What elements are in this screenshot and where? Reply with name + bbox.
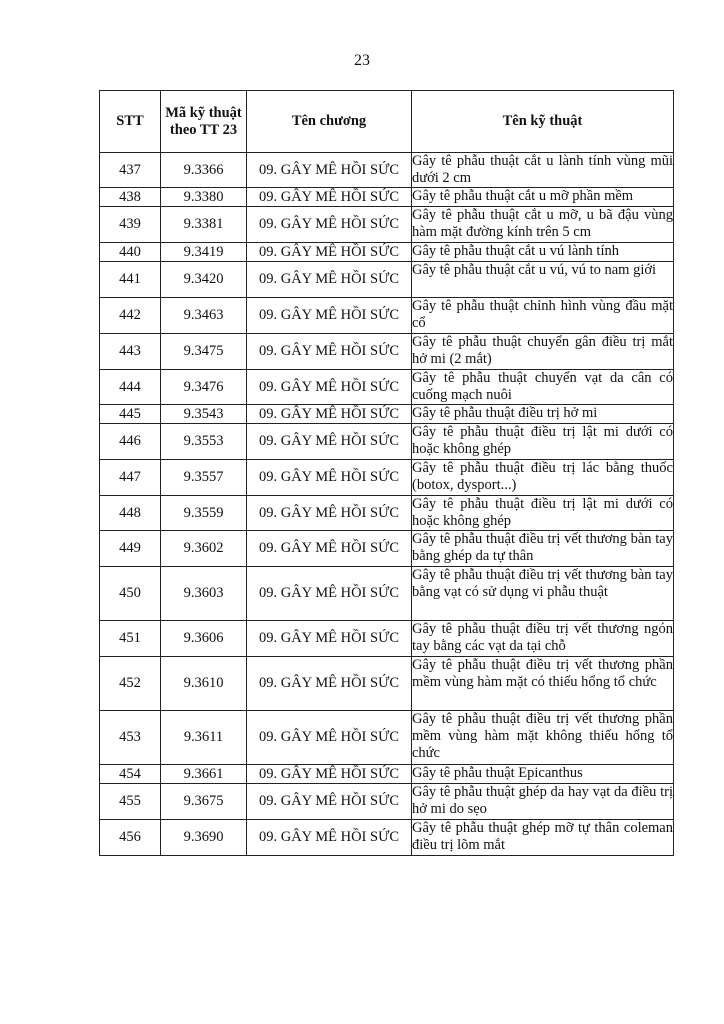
cell-chapter: 09. GÂY MÊ HỒI SỨC xyxy=(247,188,412,207)
cell-chapter: 09. GÂY MÊ HỒI SỨC xyxy=(247,765,412,784)
table-row xyxy=(100,820,674,856)
cell-stt: 444 xyxy=(100,370,161,405)
cell-chapter: 09. GÂY MÊ HỒI SỨC xyxy=(247,334,412,370)
cell-technique: Gây tê phẫu thuật cắt u vú lành tính xyxy=(412,243,674,262)
table-row xyxy=(100,657,674,711)
table-row xyxy=(100,207,674,243)
cell-technique: Gây tê phẫu thuật điều trị vết thương phần mềm vùng hàm mặt có thiếu hổng tổ chức xyxy=(412,657,674,711)
cell-stt: 443 xyxy=(100,334,161,370)
cell-code: 9.3380 xyxy=(161,188,247,207)
cell-stt: 453 xyxy=(100,711,161,765)
cell-code: 9.3366 xyxy=(161,153,247,188)
cell-code: 9.3559 xyxy=(161,496,247,531)
cell-code: 9.3603 xyxy=(161,567,247,621)
table-row xyxy=(100,153,674,188)
cell-stt: 456 xyxy=(100,820,161,856)
cell-technique: Gây tê phẫu thuật điều trị vết thương bàn tay bằng ghép da tự thân xyxy=(412,531,674,567)
table-row xyxy=(100,334,674,370)
page-number: 23 xyxy=(354,52,370,69)
table-row xyxy=(100,621,674,657)
cell-chapter: 09. GÂY MÊ HỒI SỨC xyxy=(247,262,412,298)
cell-chapter: 09. GÂY MÊ HỒI SỨC xyxy=(247,370,412,405)
table-row xyxy=(100,784,674,820)
table-row xyxy=(100,531,674,567)
cell-code: 9.3602 xyxy=(161,531,247,567)
table-row xyxy=(100,298,674,334)
table-row xyxy=(100,243,674,262)
cell-chapter: 09. GÂY MÊ HỒI SỨC xyxy=(247,820,412,856)
cell-technique: Gây tê phẫu thuật cắt u mỡ phần mềm xyxy=(412,188,674,207)
cell-technique: Gây tê phẫu thuật Epicanthus xyxy=(412,765,674,784)
table-row xyxy=(100,188,674,207)
cell-stt: 450 xyxy=(100,567,161,621)
table-row xyxy=(100,370,674,405)
cell-code: 9.3690 xyxy=(161,820,247,856)
cell-chapter: 09. GÂY MÊ HỒI SỨC xyxy=(247,207,412,243)
cell-code: 9.3557 xyxy=(161,460,247,496)
cell-technique: Gây tê phẫu thuật điều trị lác bằng thuốc (botox, dysport...) xyxy=(412,460,674,496)
table-header-row xyxy=(100,91,674,153)
cell-stt: 455 xyxy=(100,784,161,820)
cell-technique: Gây tê phẫu thuật chỉnh hình vùng đầu mặt cổ xyxy=(412,298,674,334)
table-row xyxy=(100,405,674,424)
cell-code: 9.3553 xyxy=(161,424,247,460)
cell-stt: 439 xyxy=(100,207,161,243)
cell-stt: 454 xyxy=(100,765,161,784)
cell-stt: 438 xyxy=(100,188,161,207)
cell-code: 9.3675 xyxy=(161,784,247,820)
cell-chapter: 09. GÂY MÊ HỒI SỨC xyxy=(247,424,412,460)
procedures-table xyxy=(99,90,674,856)
cell-technique: Gây tê phẫu thuật điều trị lật mi dưới có hoặc không ghép xyxy=(412,424,674,460)
cell-chapter: 09. GÂY MÊ HỒI SỨC xyxy=(247,657,412,711)
cell-stt: 448 xyxy=(100,496,161,531)
cell-code: 9.3661 xyxy=(161,765,247,784)
cell-code: 9.3606 xyxy=(161,621,247,657)
header-ma-ky-thuat: Mã kỹ thuật theo TT 23 xyxy=(161,91,247,153)
cell-stt: 447 xyxy=(100,460,161,496)
cell-stt: 437 xyxy=(100,153,161,188)
cell-stt: 445 xyxy=(100,405,161,424)
cell-chapter: 09. GÂY MÊ HỒI SỨC xyxy=(247,243,412,262)
table-row xyxy=(100,460,674,496)
cell-code: 9.3543 xyxy=(161,405,247,424)
cell-technique: Gây tê phẫu thuật chuyển gân điều trị mắt hở mi (2 mắt) xyxy=(412,334,674,370)
cell-chapter: 09. GÂY MÊ HỒI SỨC xyxy=(247,621,412,657)
cell-code: 9.3420 xyxy=(161,262,247,298)
cell-stt: 449 xyxy=(100,531,161,567)
cell-code: 9.3611 xyxy=(161,711,247,765)
header-ten-chuong: Tên chương xyxy=(247,91,412,153)
table-row xyxy=(100,262,674,298)
cell-chapter: 09. GÂY MÊ HỒI SỨC xyxy=(247,784,412,820)
cell-stt: 441 xyxy=(100,262,161,298)
table-row xyxy=(100,765,674,784)
cell-code: 9.3419 xyxy=(161,243,247,262)
cell-chapter: 09. GÂY MÊ HỒI SỨC xyxy=(247,298,412,334)
cell-technique: Gây tê phẫu thuật điều trị vết thương phần mềm vùng hàm mặt không thiếu hổng tổ chức xyxy=(412,711,674,765)
cell-code: 9.3610 xyxy=(161,657,247,711)
cell-chapter: 09. GÂY MÊ HỒI SỨC xyxy=(247,405,412,424)
cell-stt: 446 xyxy=(100,424,161,460)
cell-stt: 442 xyxy=(100,298,161,334)
header-ten-ky-thuat: Tên kỹ thuật xyxy=(412,91,674,153)
table-row xyxy=(100,424,674,460)
cell-technique: Gây tê phẫu thuật điều trị vết thương ngón tay bằng các vạt da tại chỗ xyxy=(412,621,674,657)
cell-technique: Gây tê phẫu thuật ghép mỡ tự thân coleman điều trị lõm mắt xyxy=(412,820,674,856)
table-row xyxy=(100,567,674,621)
cell-technique: Gây tê phẫu thuật cắt u mỡ, u bã đậu vùng hàm mặt đường kính trên 5 cm xyxy=(412,207,674,243)
cell-chapter: 09. GÂY MÊ HỒI SỨC xyxy=(247,153,412,188)
cell-technique: Gây tê phẫu thuật cắt u vú, vú to nam giới xyxy=(412,262,674,298)
cell-technique: Gây tê phẫu thuật điều trị lật mi dưới có hoặc không ghép xyxy=(412,496,673,529)
cell-code: 9.3476 xyxy=(161,370,247,405)
cell-technique: Gây tê phẫu thuật ghép da hay vạt da điều trị hở mi do sẹo xyxy=(412,784,674,820)
cell-chapter: 09. GÂY MÊ HỒI SỨC xyxy=(247,496,412,531)
cell-stt: 451 xyxy=(100,621,161,657)
cell-technique: Gây tê phẫu thuật điều trị vết thương bàn tay bằng vạt có sử dụng vi phẫu thuật xyxy=(412,567,674,621)
cell-technique: Gây tê phẫu thuật cắt u lành tính vùng mũi dưới 2 cm xyxy=(412,153,673,186)
cell-code: 9.3475 xyxy=(161,334,247,370)
cell-chapter: 09. GÂY MÊ HỒI SỨC xyxy=(247,567,412,621)
header-stt: STT xyxy=(100,91,161,153)
table-row xyxy=(100,496,674,531)
cell-chapter: 09. GÂY MÊ HỒI SỨC xyxy=(247,711,412,765)
cell-code: 9.3381 xyxy=(161,207,247,243)
cell-code: 9.3463 xyxy=(161,298,247,334)
cell-technique: Gây tê phẫu thuật điều trị hở mi xyxy=(412,405,674,424)
cell-chapter: 09. GÂY MÊ HỒI SỨC xyxy=(247,531,412,567)
cell-chapter: 09. GÂY MÊ HỒI SỨC xyxy=(247,460,412,496)
cell-technique: Gây tê phẫu thuật chuyển vạt da cân có cuống mạch nuôi xyxy=(412,370,673,403)
cell-stt: 452 xyxy=(100,657,161,711)
table-row xyxy=(100,711,674,765)
cell-stt: 440 xyxy=(100,243,161,262)
